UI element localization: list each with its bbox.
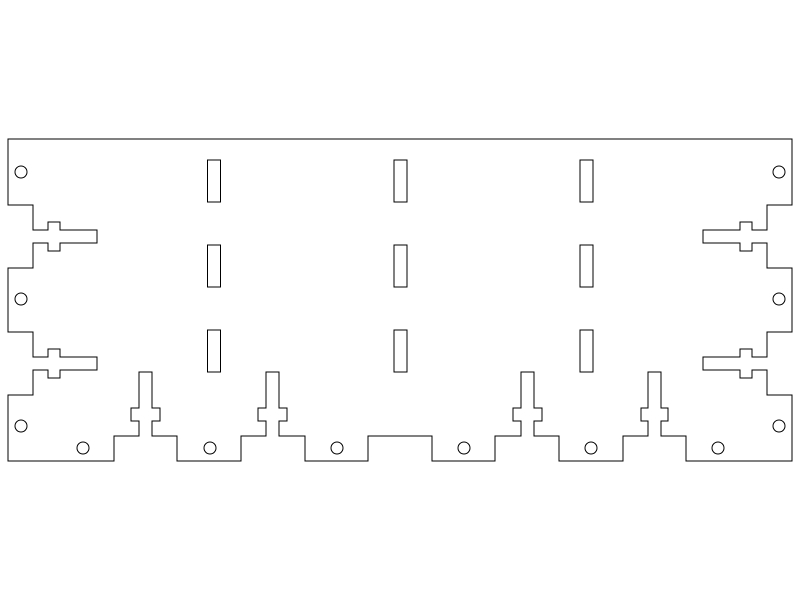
slot xyxy=(394,245,407,287)
mounting-hole xyxy=(773,293,785,305)
mounting-hole xyxy=(15,166,27,178)
slot xyxy=(208,330,221,372)
slot xyxy=(580,330,593,372)
slot xyxy=(394,160,407,202)
panel-outline xyxy=(8,139,792,461)
slot xyxy=(580,160,593,202)
slot xyxy=(208,245,221,287)
mounting-hole xyxy=(458,442,470,454)
mounting-hole xyxy=(773,166,785,178)
mounting-hole xyxy=(585,442,597,454)
mounting-hole xyxy=(204,442,216,454)
slot xyxy=(208,160,221,202)
slot xyxy=(580,245,593,287)
mounting-hole xyxy=(15,420,27,432)
mounting-hole xyxy=(77,442,89,454)
slot xyxy=(394,330,407,372)
mounting-hole xyxy=(331,442,343,454)
mounting-hole xyxy=(712,442,724,454)
mounting-hole xyxy=(15,293,27,305)
mounting-hole xyxy=(773,420,785,432)
